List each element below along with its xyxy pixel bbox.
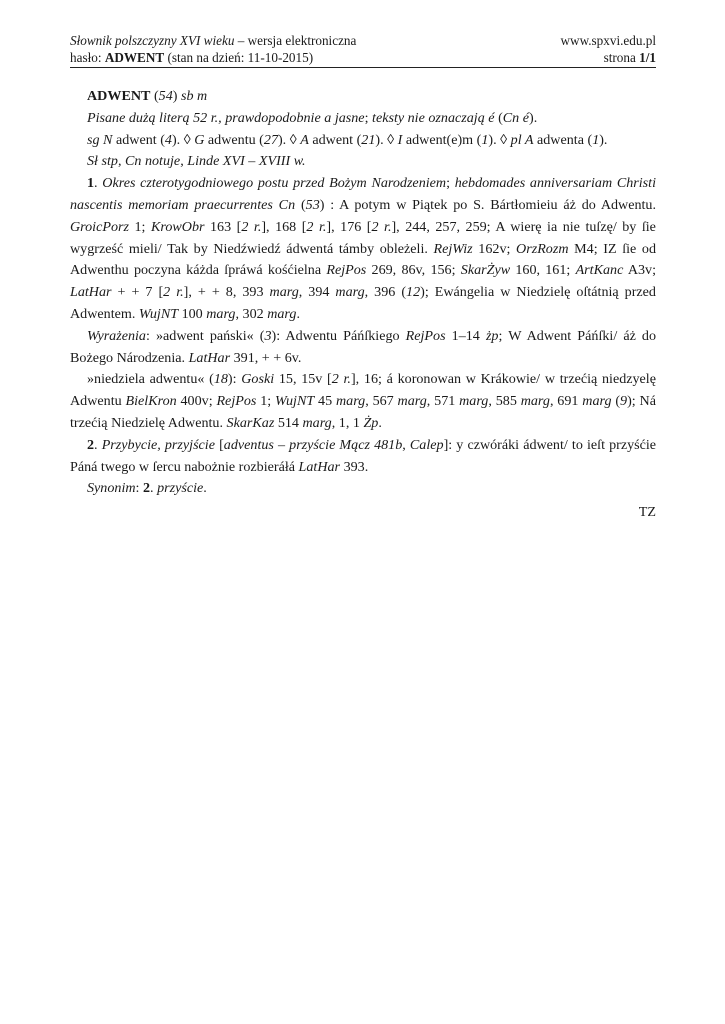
entry-body — [70, 86, 656, 524]
text-run: Przybycie, przyjście — [101, 436, 215, 453]
text-run: 1 — [481, 131, 489, 148]
haslo-date: (stan na dzień: 11-10-2015) — [164, 50, 314, 65]
dictionary-name: Słownik polszczyzny XVI wieku — [70, 33, 235, 48]
text-run: 54 — [158, 88, 173, 104]
text-run: marg — [335, 284, 365, 301]
text-run: , 394 — [298, 284, 336, 301]
text-run: 269, 86v, 156; — [366, 262, 461, 279]
text-run: 27 — [263, 131, 278, 148]
text-run: ; — [446, 175, 455, 192]
text-run: G — [194, 131, 205, 148]
text-run: adventus – przyście Mącz 481b — [223, 436, 403, 453]
text-run: : »adwent pański« ( — [145, 327, 265, 344]
text-run: 53 — [305, 196, 320, 213]
text-run: Sł stp — [87, 153, 118, 170]
text-run: 163 [ — [204, 218, 242, 235]
text-run: teksty nie oznaczają é — [372, 109, 495, 126]
strona-prefix: strona — [603, 50, 640, 65]
text-run: OrzRozm — [516, 240, 569, 257]
header-row-2 — [70, 49, 656, 66]
text-run: marg — [520, 393, 550, 410]
text-run: ], + + 8, 393 — [183, 284, 270, 301]
text-run: 2 r. — [241, 218, 262, 235]
text-run: . — [203, 480, 207, 497]
page-number — [604, 49, 656, 66]
text-run: [ — [214, 436, 224, 453]
entry-references — [70, 151, 656, 173]
text-run: marg — [206, 305, 236, 322]
text-run: sb m — [180, 88, 208, 104]
text-run: 45 — [314, 393, 336, 410]
text-run: 1–14 — [445, 327, 486, 344]
text-run: 21 — [361, 131, 376, 148]
text-run: , 691 — [549, 393, 583, 410]
text-run: ) : A potym w Piątek po S. Bártłomieiu áż do Adwentu. — [319, 196, 657, 213]
text-run: M4; IZ ſie od Adwenthu poczyna káżda ſpráwá kośćielna — [70, 240, 657, 279]
text-run: 9 — [620, 393, 628, 410]
text-run: 100 — [178, 305, 207, 322]
text-run: ArtKanc — [575, 262, 624, 279]
entry-sense-1 — [70, 173, 656, 326]
text-run: pl A — [510, 131, 534, 148]
haslo-word: ADWENT — [104, 50, 165, 65]
text-run: Okres czterotygodniowego postu przed Bożym Narodzeniem — [102, 175, 447, 192]
text-run: 1 — [87, 175, 95, 192]
entry-expression-niedziela — [70, 369, 656, 434]
text-run: + + 7 [ — [111, 284, 164, 301]
haslo-prefix: hasło: — [70, 50, 105, 65]
text-run: marg — [302, 414, 332, 431]
text-run: 4 — [164, 131, 172, 148]
text-run: Goski — [241, 371, 275, 388]
text-run: ( — [611, 393, 621, 410]
text-run: ); Ewángelia w Niedzielę oſtátnią przed Adwentem. — [70, 284, 656, 322]
text-run: ]: y czwóráki ádwent/ to ieſt przyśćie Páná twego w ſercu nabożnie rozbieráłá — [70, 436, 657, 475]
text-run: , — [180, 153, 188, 170]
text-run: , 396 ( — [364, 284, 407, 301]
text-run: . — [296, 305, 300, 322]
text-run: BielKron — [125, 393, 177, 410]
text-run: przyście — [157, 480, 204, 497]
text-run: RejWiz — [433, 240, 473, 257]
entry-expressions — [70, 326, 656, 370]
page-header — [70, 32, 656, 66]
text-run: adwent ( — [112, 131, 165, 148]
text-run: . — [94, 436, 102, 453]
text-run: RejPos — [405, 327, 446, 344]
text-run: 162v; — [472, 240, 517, 257]
text-run: ], 16; á koronowan w Krákowie/ w trzećią niedzyelę Adwentu — [70, 371, 656, 410]
text-run: 2 r. — [306, 218, 327, 235]
text-run: 2 — [143, 480, 151, 497]
text-run: LatHar — [70, 284, 112, 301]
entry-info — [70, 49, 313, 66]
text-run: 3 — [264, 327, 272, 344]
header-divider — [70, 67, 656, 68]
text-run: ). ◊ — [277, 131, 301, 148]
text-run: 514 — [274, 414, 303, 431]
text-run: I — [397, 131, 403, 148]
text-run: Pisane dużą literą 52 r., prawdopodobnie a jasne — [87, 109, 365, 126]
text-run: marg — [582, 393, 612, 410]
text-run: marg — [459, 393, 489, 410]
text-run: ; W Adwent Páńſki/ áż do Bożego Národzenia. — [70, 327, 657, 366]
text-run: KrowObr — [150, 218, 205, 235]
text-run: 1; — [256, 393, 276, 410]
dictionary-edition: – wersja elektroniczna — [234, 33, 357, 48]
text-run: marg — [335, 393, 366, 410]
text-run: Żp — [363, 414, 379, 431]
text-run: marg — [269, 284, 299, 301]
text-run: sg N — [87, 131, 113, 148]
text-run: . — [378, 414, 382, 431]
text-run: , 1, 1 — [331, 414, 364, 431]
text-run: ], 244, 257, 259; A wierę ia nie tuſzę/ by ſie wygrześć mieli/ Tak by Niedźwiedź ádwentá támby obleżeli. — [70, 218, 656, 257]
text-run: 2 r. — [331, 371, 351, 388]
text-run: ): Adwentu Páńſkiego — [271, 327, 406, 344]
text-run: : — [135, 480, 143, 497]
text-run: ( — [494, 109, 503, 126]
text-run: 18 — [213, 371, 228, 388]
text-run: RejPos — [216, 393, 257, 410]
text-run: ): — [227, 371, 242, 388]
text-run: LatHar — [298, 458, 341, 475]
text-run: , 567 — [365, 393, 398, 410]
text-run: żp — [485, 327, 499, 344]
text-run: 2 r. — [163, 284, 184, 301]
text-run: ( — [295, 196, 306, 213]
text-run: »niedziela adwentu« ( — [87, 371, 214, 388]
text-run: GroicPorz — [70, 218, 129, 235]
text-run: 1; — [128, 218, 151, 235]
text-run: ). — [529, 109, 538, 126]
text-run: LatHar — [188, 349, 231, 366]
text-run: Synonim — [87, 480, 136, 497]
header-row-1 — [70, 32, 656, 49]
text-run: Calep — [409, 436, 444, 453]
text-run: 12 — [406, 284, 421, 301]
text-run: . — [150, 480, 158, 497]
text-run: RejPos — [326, 262, 367, 279]
text-run: Wyrażenia — [87, 327, 146, 344]
author-signature — [70, 502, 656, 524]
text-run: A — [300, 131, 309, 148]
text-run: SkarKaz — [226, 414, 275, 431]
text-run: 393. — [340, 458, 369, 475]
text-run: WujNT — [275, 393, 315, 410]
text-run: Cn notuje — [124, 153, 181, 170]
dictionary-title — [70, 32, 356, 49]
text-run: ). ◊ — [375, 131, 398, 148]
text-run: Cn é — [502, 109, 529, 126]
text-run: , — [402, 436, 410, 453]
text-run: , 585 — [488, 393, 521, 410]
text-run: marg — [267, 305, 297, 322]
text-run: ). — [599, 131, 608, 148]
entry-sense-2 — [70, 435, 656, 479]
text-run: marg — [397, 393, 427, 410]
text-run: , 571 — [426, 393, 460, 410]
text-run: 15, 15v [ — [274, 371, 332, 388]
text-run: adwentu ( — [204, 131, 264, 148]
text-run: 400v; — [176, 393, 217, 410]
text-run: ( — [150, 88, 159, 104]
text-run: ); Ná trzećią Niedzielę Adwentu. — [70, 393, 656, 431]
text-run: ADWENT — [87, 88, 151, 104]
text-run: ) — [172, 88, 181, 104]
text-run: 1 — [592, 131, 600, 148]
strona-value: 1/1 — [639, 50, 656, 65]
text-run: ). ◊ — [488, 131, 511, 148]
text-run: A3v; — [623, 262, 657, 279]
text-run: Linde XVI – XVIII w. — [187, 153, 306, 170]
text-run: ], 176 [ — [326, 218, 372, 235]
site-url[interactable]: www.spxvi.edu.pl — [560, 33, 656, 48]
text-run: adwenta ( — [533, 131, 593, 148]
text-run: SkarŻyw — [460, 262, 511, 279]
entry-inflection — [70, 130, 656, 152]
author-initials: TZ — [638, 504, 656, 521]
text-run: ). ◊ — [171, 131, 195, 148]
text-run: 2 r. — [371, 218, 392, 235]
text-run: 2 — [87, 436, 95, 453]
text-run: 160, 161; — [510, 262, 576, 279]
text-run: , — [117, 153, 125, 170]
text-run: WujNT — [138, 305, 179, 322]
text-run: , 302 — [235, 305, 268, 322]
text-run: . — [94, 175, 103, 192]
text-run: adwent ( — [308, 131, 362, 148]
text-run: ], 168 [ — [261, 218, 307, 235]
text-run: ; — [364, 109, 373, 126]
entry-headword-line — [70, 86, 656, 108]
text-run: adwent(e)m ( — [402, 131, 482, 148]
text-run: hebdomades anniversariam Christi nascentis memoriam praecurrentes Cn — [70, 175, 656, 213]
text-run: 391, + + 6v. — [230, 349, 302, 366]
entry-synonym — [70, 478, 656, 500]
entry-spelling-note — [70, 108, 656, 130]
